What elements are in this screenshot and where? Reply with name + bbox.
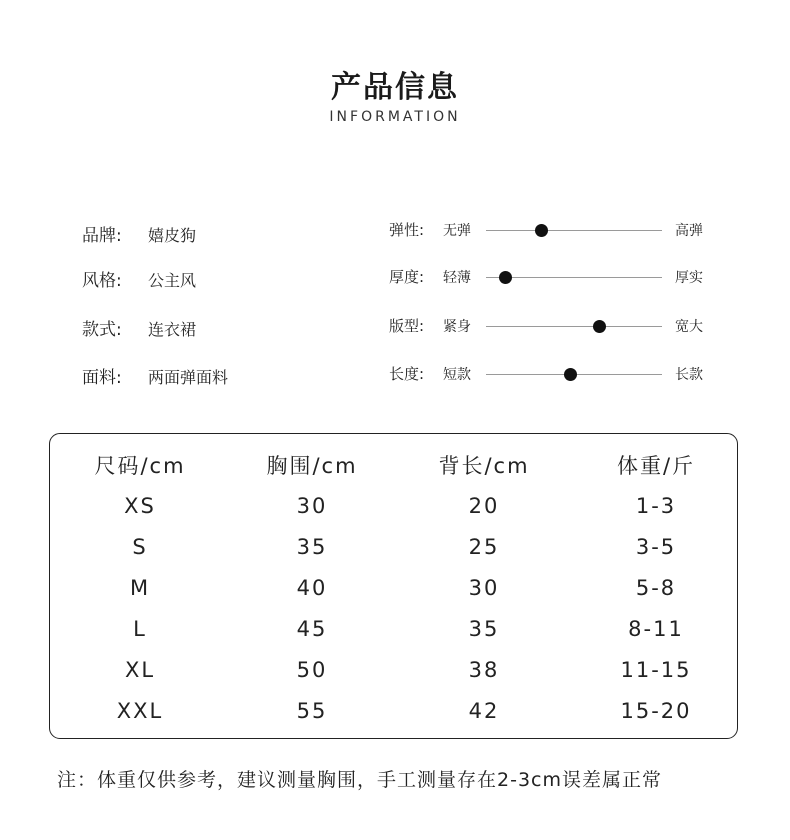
scale-low-label: 短款 — [443, 367, 471, 383]
scale-label: 版型: — [389, 317, 425, 335]
table-cell: 50 — [296, 658, 328, 682]
scale-high-label: 高弹 — [675, 223, 703, 239]
footnote: 注：体重仅供参考，建议测量胸围，手工测量存在2-3cm误差属正常 — [57, 769, 662, 791]
attribute-key: 面料: — [82, 368, 122, 388]
scale-low-label: 无弹 — [443, 223, 471, 239]
table-cell: 30 — [468, 576, 500, 600]
attribute-style — [82, 266, 196, 291]
attribute-fabric — [82, 363, 228, 388]
table-cell: 8-11 — [628, 617, 684, 641]
table-cell: 25 — [468, 535, 500, 559]
attribute-type — [82, 315, 196, 340]
table-cell: 35 — [296, 535, 328, 559]
scale-indicator — [535, 224, 548, 237]
table-header-size: 尺码/cm — [94, 454, 186, 478]
table-cell: 15-20 — [620, 699, 692, 723]
scale-low-label: 紧身 — [443, 319, 471, 335]
table-cell: 3-5 — [635, 535, 677, 559]
scale-thickness — [389, 266, 719, 290]
attribute-value: 两面弹面料 — [148, 368, 229, 387]
table-cell: 11-15 — [620, 658, 692, 682]
scale-high-label: 长款 — [675, 367, 703, 383]
table-cell: M — [129, 576, 151, 600]
scale-fit — [389, 315, 719, 339]
page-subtitle: INFORMATION — [329, 109, 461, 125]
table-row — [50, 614, 737, 644]
table-header-row — [50, 451, 737, 481]
table-row — [50, 696, 737, 726]
scale-elasticity — [389, 219, 719, 243]
attribute-key: 风格: — [82, 271, 122, 291]
scale-label: 弹性: — [389, 221, 425, 239]
table-cell: 42 — [468, 699, 500, 723]
page-title: 产品信息 — [331, 70, 459, 105]
attribute-value: 嬉皮狗 — [148, 226, 197, 245]
table-cell: 5-8 — [635, 576, 677, 600]
scale-indicator — [564, 368, 577, 381]
table-cell: 45 — [296, 617, 328, 641]
table-cell: S — [132, 535, 148, 559]
scale-track — [486, 374, 662, 375]
table-cell: 20 — [468, 494, 500, 518]
scale-length — [389, 363, 719, 387]
attribute-key: 品牌: — [82, 226, 122, 246]
table-cell: 38 — [468, 658, 500, 682]
table-row — [50, 573, 737, 603]
scale-high-label: 厚实 — [675, 270, 703, 286]
scale-track — [486, 326, 662, 327]
scale-label: 长度: — [389, 365, 425, 383]
attribute-value: 公主风 — [148, 271, 197, 290]
scale-label: 厚度: — [389, 268, 425, 286]
table-cell: 55 — [296, 699, 328, 723]
attribute-brand — [82, 221, 196, 246]
table-cell: XXL — [116, 699, 164, 723]
scale-indicator — [593, 320, 606, 333]
attribute-key: 款式: — [82, 320, 122, 340]
size-table — [49, 433, 738, 739]
table-cell: 40 — [296, 576, 328, 600]
scale-high-label: 宽大 — [675, 319, 703, 335]
table-cell: 35 — [468, 617, 500, 641]
table-header-back-length: 背长/cm — [438, 454, 530, 478]
attribute-value: 连衣裙 — [148, 320, 197, 339]
table-header-weight: 体重/斤 — [616, 454, 696, 478]
table-row — [50, 532, 737, 562]
scale-track — [486, 230, 662, 231]
table-cell: L — [133, 617, 147, 641]
table-cell: 30 — [296, 494, 328, 518]
table-cell: 1-3 — [635, 494, 677, 518]
scale-track — [486, 277, 662, 278]
scale-indicator — [499, 271, 512, 284]
table-header-chest: 胸围/cm — [266, 454, 358, 478]
table-row — [50, 491, 737, 521]
table-row — [50, 655, 737, 685]
scale-low-label: 轻薄 — [443, 270, 471, 286]
table-cell: XL — [124, 658, 156, 682]
table-cell: XS — [124, 494, 156, 518]
